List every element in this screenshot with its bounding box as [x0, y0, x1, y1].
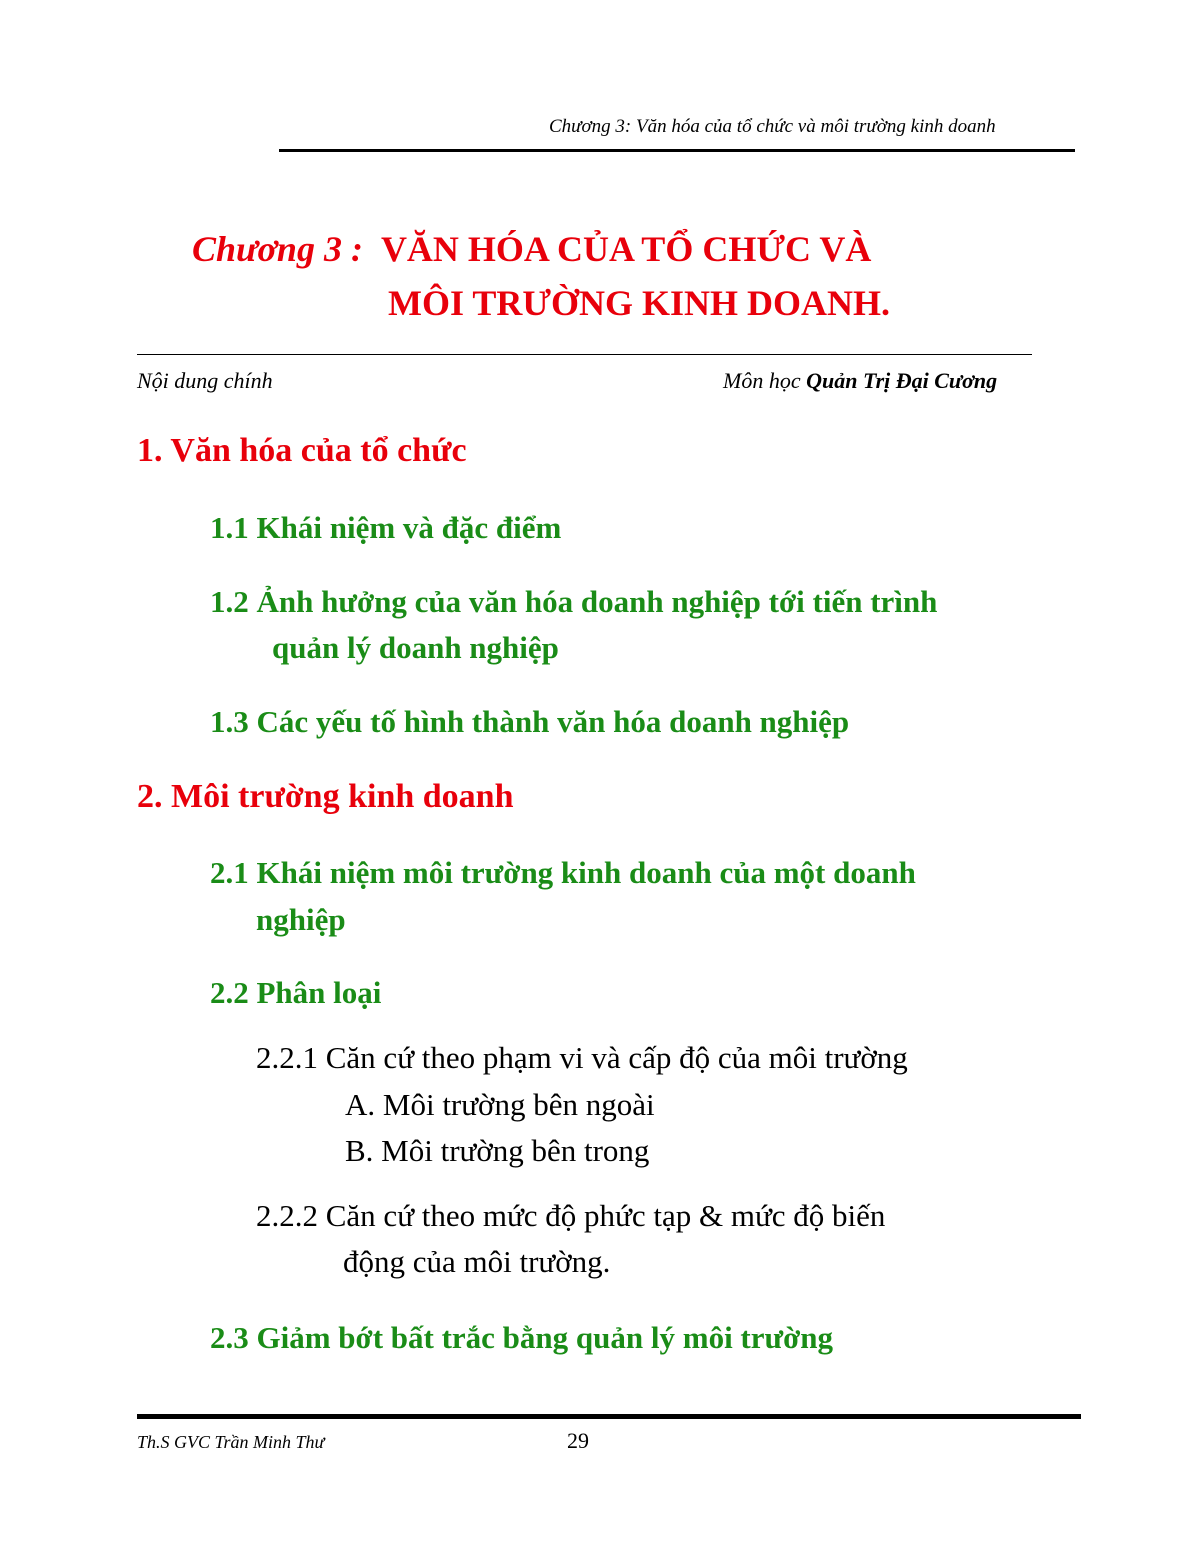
footer-rule [137, 1414, 1081, 1419]
title-divider [137, 354, 1032, 355]
section-2-2-heading: 2.2 Phân loại [210, 975, 382, 1010]
page-number: 29 [567, 1428, 589, 1453]
section-1-1-heading: 1.1 Khái niệm và đặc điểm [210, 510, 562, 545]
section-2-1-heading: 2.1 Khái niệm môi trường kinh doanh của một doanh [210, 855, 916, 890]
section-2-2-1-item: 2.2.1 Căn cứ theo phạm vi và cấp độ của môi trường [256, 1040, 908, 1075]
chapter-title-line-2: MÔI TRƯỜNG KINH DOANH. [388, 283, 891, 323]
header-rule [279, 149, 1075, 152]
section-2-2-1-item-b: B. Môi trường bên trong [345, 1133, 650, 1168]
footer-author: Th.S GVC Trần Minh Thư [137, 1432, 325, 1452]
section-2-2-2-item-cont: động của môi trường. [343, 1244, 611, 1279]
section-2-3-heading: 2.3 Giảm bớt bất trắc bằng quản lý môi trường [210, 1320, 834, 1355]
section-1-3-heading: 1.3 Các yếu tố hình thành văn hóa doanh nghiệp [210, 704, 850, 739]
section-1-2-heading-cont: quản lý doanh nghiệp [272, 630, 559, 665]
course-label [723, 368, 997, 394]
chapter-title-text-1: VĂN HÓA CỦA TỔ CHỨC VÀ [380, 229, 872, 269]
section-2-2-1-item-a: A. Môi trường bên ngoài [345, 1087, 655, 1122]
running-header: Chương 3: Văn hóa của tổ chức và môi trường kinh doanh [549, 116, 996, 137]
section-2-1-heading-cont: nghiệp [256, 902, 346, 937]
section-2-2-2-item: 2.2.2 Căn cứ theo mức độ phức tạp & mức độ biến [256, 1198, 886, 1233]
chapter-label: Chương 3 : [192, 229, 363, 269]
section-2-heading: 2. Môi trường kinh doanh [137, 778, 514, 815]
section-1-heading: 1. Văn hóa của tổ chức [137, 432, 467, 469]
main-content-label: Nội dung chính [137, 368, 273, 393]
course-name: Quản Trị Đại Cương [806, 368, 998, 393]
section-1-2-heading: 1.2 Ảnh hưởng của văn hóa doanh nghiệp tới tiến trình [210, 584, 938, 619]
chapter-title-line-1 [192, 228, 871, 270]
course-prefix: Môn học [723, 368, 801, 393]
